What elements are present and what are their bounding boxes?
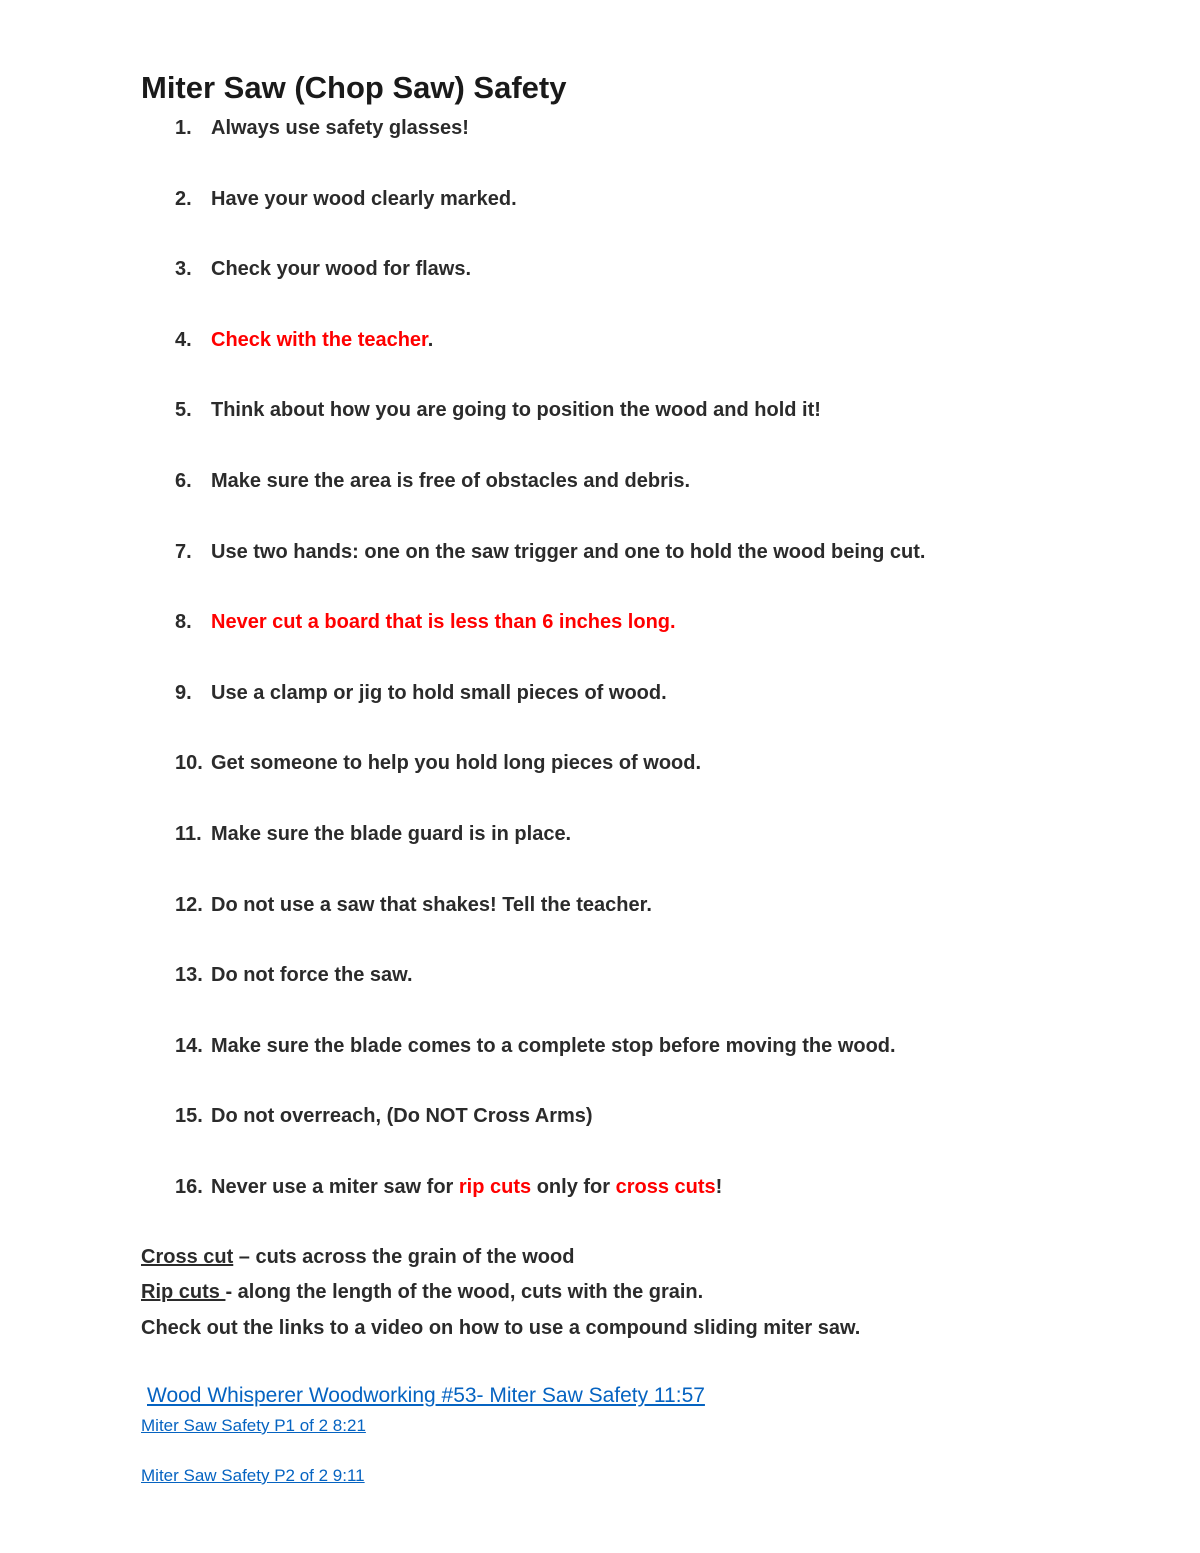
rule-number: 8. [175, 611, 192, 633]
rule-text-emphasis: cross cuts [615, 1176, 716, 1198]
rip-cut-term: Rip cuts [141, 1281, 226, 1303]
rule-text-emphasis: Never cut a board that is less than 6 inches long. [211, 611, 676, 633]
rule-number: 1. [175, 117, 192, 139]
rule-number: 11. [175, 823, 202, 845]
safety-rule [175, 890, 652, 920]
rule-text: . [427, 329, 434, 351]
rule-number: 7. [175, 541, 192, 563]
safety-rule [175, 678, 667, 708]
rule-text: Check your wood for flaws. [211, 258, 472, 280]
safety-rule [175, 325, 433, 355]
cross-cut-text: – cuts across the grain of the wood [233, 1246, 575, 1268]
rule-text: Do not force the saw. [211, 964, 413, 986]
rule-text: Use two hands: one on the saw trigger and one to hold the wood being cut. [211, 541, 926, 563]
rule-number: 4. [175, 329, 192, 351]
rule-number: 3. [175, 258, 192, 280]
safety-rule [175, 395, 821, 425]
rule-number: 2. [175, 188, 192, 210]
safety-rule [175, 819, 571, 849]
video-link-part2[interactable]: Miter Saw Safety P2 of 2 9:11 [141, 1466, 365, 1485]
rule-text: Always use safety glasses! [211, 117, 469, 139]
document-title: Miter Saw (Chop Saw) Safety [141, 70, 567, 105]
rule-text: Use a clamp or jig to hold small pieces of wood. [211, 682, 667, 704]
rule-text: ! [715, 1176, 723, 1198]
rule-number: 10. [175, 752, 203, 774]
rule-text: Do not overreach, (Do NOT Cross Arms) [211, 1105, 593, 1127]
safety-rule [175, 537, 925, 567]
rule-text-emphasis: rip cuts [458, 1176, 532, 1198]
rip-cut-definition [141, 1277, 703, 1307]
rule-text: Get someone to help you hold long pieces of wood. [211, 752, 702, 774]
rule-number: 9. [175, 682, 192, 704]
rule-text: Make sure the blade comes to a complete stop before moving the wood. [211, 1035, 896, 1057]
safety-rule [175, 748, 701, 778]
rule-number: 6. [175, 470, 192, 492]
rule-text: Have your wood clearly marked. [211, 188, 517, 210]
video-note: Check out the links to a video on how to use a compound sliding miter saw. [141, 1317, 861, 1339]
rip-cut-text: - along the length of the wood, cuts with the grain. [225, 1281, 704, 1303]
cross-cut-term: Cross cut [141, 1246, 234, 1268]
rule-number: 5. [175, 399, 192, 421]
safety-rule [175, 1172, 722, 1202]
rule-number: 12. [175, 894, 203, 916]
safety-rule [175, 1031, 896, 1061]
safety-rule [175, 184, 517, 214]
safety-rule [175, 113, 469, 143]
rule-text: only for [531, 1176, 616, 1198]
safety-rule [175, 254, 471, 284]
video-link-part1[interactable]: Miter Saw Safety P1 of 2 8:21 [141, 1416, 366, 1435]
cross-cut-definition [141, 1242, 574, 1272]
safety-rule [175, 607, 676, 637]
safety-rule [175, 960, 413, 990]
video-link-main[interactable]: Wood Whisperer Woodworking #53- Miter Saw Safety 11:57 [147, 1384, 705, 1407]
safety-rule [175, 1101, 593, 1131]
rule-text: Think about how you are going to position the wood and hold it! [211, 399, 821, 421]
rule-text: Do not use a saw that shakes! Tell the teacher. [211, 894, 652, 916]
rule-text: Make sure the area is free of obstacles and debris. [211, 470, 691, 492]
rule-number: 14. [175, 1035, 203, 1057]
rule-number: 13. [175, 964, 203, 986]
rule-number: 16. [175, 1176, 203, 1198]
safety-rule [175, 466, 690, 496]
rule-number: 15. [175, 1105, 203, 1127]
rule-text-emphasis: Check with the teacher [211, 329, 428, 351]
rule-text: Never use a miter saw for [211, 1176, 459, 1198]
rule-text: Make sure the blade guard is in place. [211, 823, 572, 845]
